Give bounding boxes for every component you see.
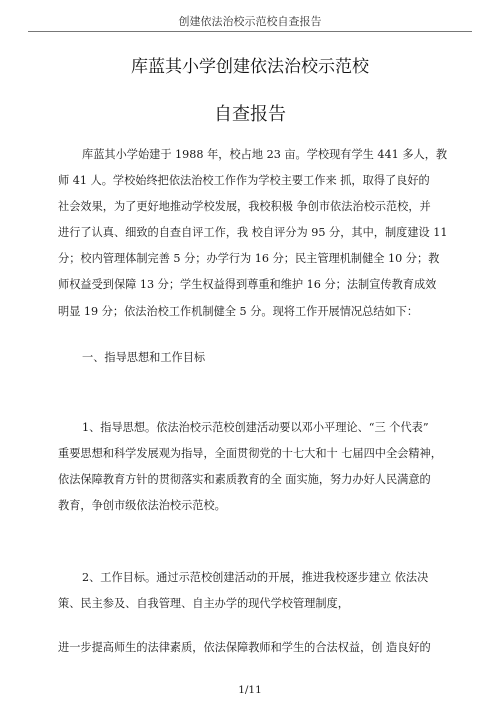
text-line: 2、工作目标。通过示范校创建活动的开展，推进我校逐步建立 依法决 (82, 571, 429, 584)
text-line: 社会效果，为了更好地推动学校发展，我校积极 争创市依法治校示范校，并 (58, 200, 431, 214)
section-heading-text: 一、指导思想和工作目标 (82, 351, 206, 364)
text-line: 教育，争创市级依法治校示范校。 (58, 499, 226, 513)
text-line: 师权益受到保障 13 分；学生权益得到尊重和维护 16 分；法制宣传教育成效 (58, 278, 437, 292)
text-line: 1、指导思想。依法治校示范校创建活动要以邓小平理论、“三 个代表” (82, 421, 429, 434)
text-line: 库蓝其小学始建于 1988 年，校占地 23 亩。学校现有学生 441 多人，教 (82, 148, 448, 161)
section-heading (58, 345, 448, 371)
text-line: 重要思想和科学发展观为指导，全面贯彻党的十七大和十 七届四中全会精神， (58, 447, 442, 461)
text-line: 进一步提高师生的法律素质，依法保障教师和学生的合法权益，创 造良好的 (58, 641, 431, 654)
text-line: 策、民主参及、自我管理、自主办学的现代学校管理制度， (58, 597, 349, 611)
running-header: 创建依法治校示范校自查报告 (178, 15, 322, 28)
text-line: 分；校内管理体制完善 5 分；办学行为 16 分；民主管理机制健全 10 分；教 (58, 252, 440, 266)
intro-paragraph (58, 142, 448, 325)
paragraph-continuation (58, 635, 448, 661)
text-line: 依法保障教育方针的贯彻落实和素质教育的全 面实施，努力办好人民满意的 (58, 473, 431, 487)
paragraph-work-goals (58, 565, 448, 617)
paragraph-guiding-ideology (58, 415, 448, 519)
text-line: 明显 19 分；依法治校工作机制健全 5 分。现将工作开展情况总结如下： (58, 304, 419, 318)
text-line: 师 41 人。学校始终把依法治校工作作为学校主要工作来 抓，取得了良好的 (58, 174, 430, 188)
document-subtitle: 自查报告 (214, 104, 286, 125)
text-line: 进行了认真、细致的自查自评工作，我 校自评分为 95 分，其中，制度建设 11 (58, 226, 448, 240)
header-divider (28, 31, 472, 32)
document-title: 库蓝其小学创建依法治校示范校 (131, 57, 369, 77)
page-number: 1/11 (238, 684, 262, 696)
